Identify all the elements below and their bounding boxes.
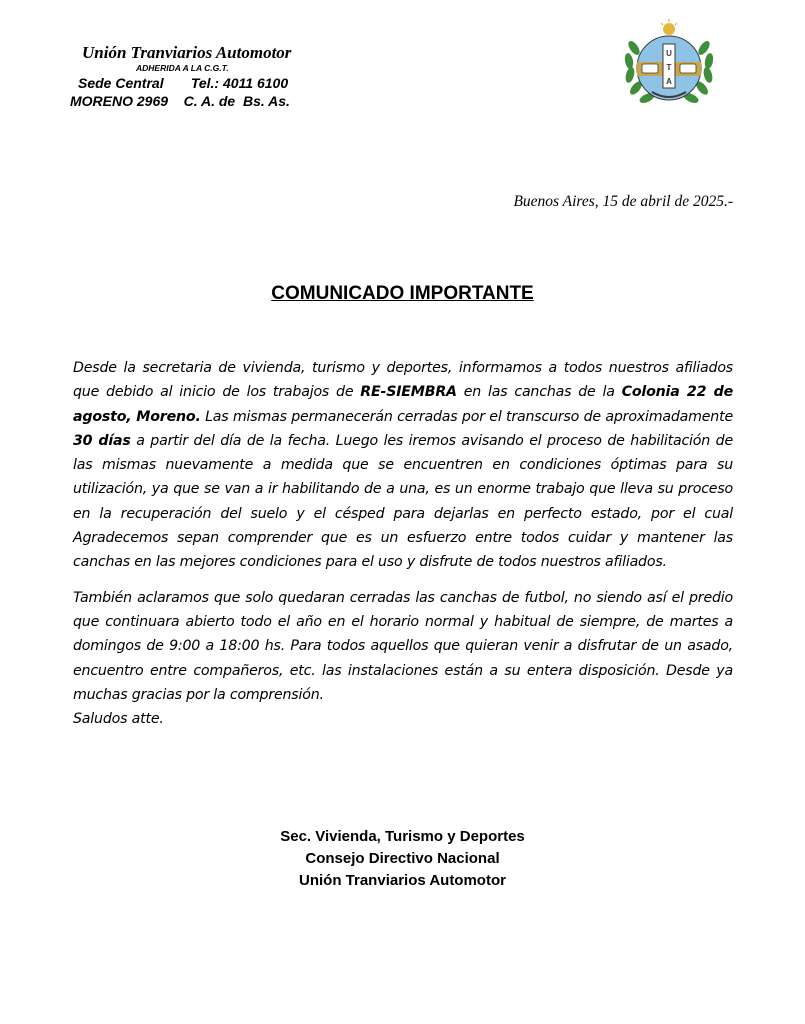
signature-line-secretaria: Sec. Vivienda, Turismo y Deportes: [280, 828, 525, 845]
signature-line-union: Unión Tranviarios Automotor: [299, 872, 506, 889]
text-segment: También aclaramos que solo quedaran cerradas las canchas de futbol, no siendo así el predio que continuara abierto todo el año en el horario normal y habitual de siempre, de martes a domingos de 9:00 a 18:00 hs. Para todos aquellos que quieran venir a disfrutar de un asado, encuentro entre compañeros, etc. las instalaciones están a su entera disposición. Desde ya muchas gracias por la comprensión.: [73, 589, 733, 703]
org-name: Unión Tranviarios Automotor: [82, 43, 292, 62]
highlight-resiembra: RE-SIEMBRA: [360, 384, 457, 401]
seal-letter-u: U: [666, 49, 672, 58]
closing-greeting: Saludos atte.: [73, 711, 164, 728]
sun-icon: [661, 19, 677, 35]
paragraph-resiembra: [73, 356, 733, 575]
page-title: COMUNICADO IMPORTANTE: [271, 283, 534, 304]
signature-block: [0, 826, 805, 892]
seal-letter-a: A: [666, 77, 672, 86]
signature-line-consejo: Consejo Directivo Nacional: [305, 850, 500, 867]
letterhead: [70, 43, 360, 110]
text-segment: Las mismas permanecerán cerradas por el transcurso de aproximadamente: [200, 408, 733, 425]
letter-body: [73, 356, 733, 731]
headquarters-address: MORENO 2969 C. A. de Bs. As.: [70, 93, 290, 109]
cgt-affiliation: ADHERIDA A LA C.G.T.: [136, 63, 229, 73]
seal-letter-t: T: [666, 63, 672, 72]
text-segment: a partir del día de la fecha. Luego les iremos avisando el proceso de habilitación de las mismas nuevamente a medida que se encuentren en condiciones óptimas para su utilización, ya que se van a ir habilitando de a una, es un enorme trabajo que lleva su proceso en la recuperación del suelo y el césped para dejarlas en perfecto estado, por el cual Agradecemos sepan comprender que es un esfuerzo entre todos cuidar y mantener las canchas en las mejores condiciones para el uso y disfrute de todos nuestros afiliados.: [73, 432, 733, 571]
headquarters-phone: Sede Central Tel.: 4011 6100: [78, 75, 289, 91]
letter-date: Buenos Aires, 15 de abril de 2025.-: [513, 193, 733, 210]
text-segment: Desde la secretaria de vivienda, turismo y deportes, informamos a todos nuestros afiliados que debido al inicio de los trabajos de: [73, 360, 733, 401]
highlight-colonia: Colonia 22 de agosto, Moreno.: [73, 384, 733, 425]
paragraph-predio: [73, 586, 733, 732]
uta-seal-logo: [622, 18, 716, 112]
text-segment: en las canchas de la: [456, 384, 622, 401]
highlight-30-dias: 30 días: [73, 432, 131, 449]
